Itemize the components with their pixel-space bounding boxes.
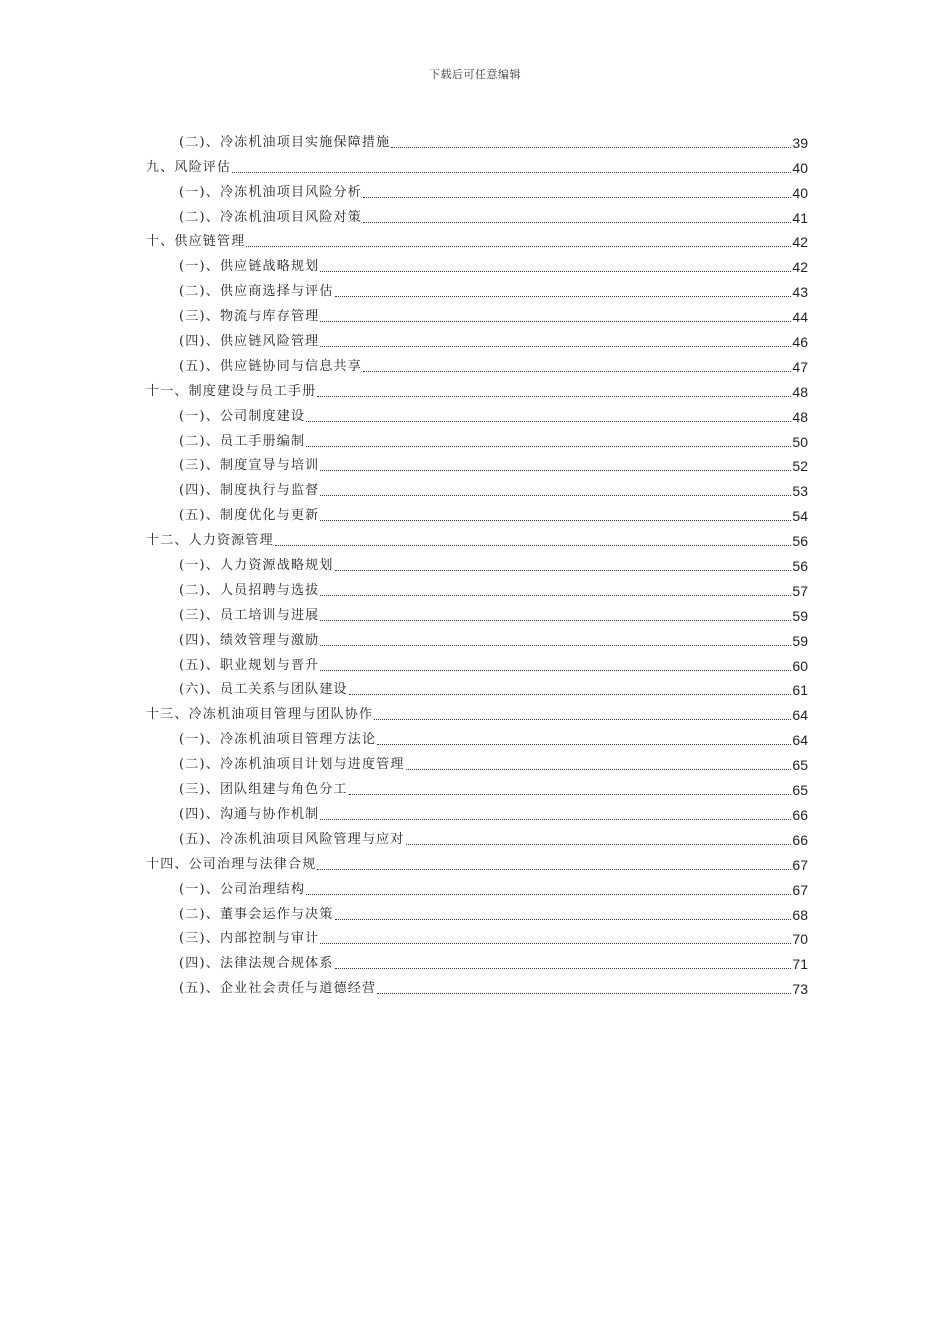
toc-entry[interactable] bbox=[146, 400, 808, 425]
toc-entry[interactable] bbox=[146, 923, 808, 948]
toc-entry-page-number: 43 bbox=[792, 284, 808, 301]
toc-entry-page-number: 42 bbox=[792, 234, 808, 251]
toc-entry-page-number: 65 bbox=[792, 757, 808, 774]
toc-entry[interactable] bbox=[146, 226, 808, 251]
toc-entry-title: 十一、制度建设与员工手册 bbox=[146, 383, 317, 399]
toc-dot-leader bbox=[335, 570, 792, 571]
toc-entry[interactable] bbox=[146, 275, 808, 300]
toc-entry-page-number: 65 bbox=[792, 782, 808, 799]
toc-entry-title: (二)、人员招聘与选拔 bbox=[179, 582, 320, 598]
toc-entry-page-number: 71 bbox=[792, 956, 808, 973]
toc-entry-title: (四)、法律法规合规体系 bbox=[179, 956, 334, 972]
toc-entry-page-number: 53 bbox=[792, 483, 808, 500]
toc-entry-page-number: 50 bbox=[792, 433, 808, 450]
toc-entry-title: 十二、人力资源管理 bbox=[146, 533, 274, 549]
toc-entry[interactable] bbox=[146, 375, 808, 400]
toc-dot-leader bbox=[349, 694, 792, 695]
toc-entry-page-number: 59 bbox=[792, 632, 808, 649]
toc-dot-leader bbox=[320, 495, 791, 496]
toc-dot-leader bbox=[363, 222, 791, 223]
toc-entry-page-number: 46 bbox=[792, 334, 808, 351]
toc-dot-leader bbox=[377, 744, 791, 745]
toc-entry-title: (三)、物流与库存管理 bbox=[179, 309, 320, 325]
toc-entry-page-number: 52 bbox=[792, 458, 808, 475]
toc-dot-leader bbox=[306, 446, 791, 447]
toc-entry-page-number: 73 bbox=[792, 981, 808, 998]
toc-entry-title: (五)、制度优化与更新 bbox=[179, 508, 320, 524]
toc-entry-page-number: 54 bbox=[792, 508, 808, 525]
toc-entry-page-number: 70 bbox=[792, 931, 808, 948]
page-header: 下载后可任意编辑 bbox=[429, 68, 521, 81]
toc-entry[interactable] bbox=[146, 201, 808, 226]
toc-entry-title: (一)、冷冻机油项目管理方法论 bbox=[179, 732, 377, 748]
toc-entry-title: 十三、冷冻机油项目管理与团队协作 bbox=[146, 707, 374, 723]
toc-entry[interactable] bbox=[146, 176, 808, 201]
toc-entry[interactable] bbox=[146, 624, 808, 649]
toc-dot-leader bbox=[306, 421, 791, 422]
toc-dot-leader bbox=[317, 396, 791, 397]
toc-entry-title: (二)、供应商选择与评估 bbox=[179, 284, 334, 300]
toc-dot-leader bbox=[275, 545, 792, 546]
toc-entry[interactable] bbox=[146, 425, 808, 450]
toc-dot-leader bbox=[320, 943, 791, 944]
toc-entry-page-number: 56 bbox=[792, 533, 808, 550]
toc-entry[interactable] bbox=[146, 450, 808, 475]
toc-entry[interactable] bbox=[146, 773, 808, 798]
toc-entry-title: (一)、人力资源战略规划 bbox=[179, 558, 334, 574]
toc-dot-leader bbox=[335, 968, 792, 969]
toc-entry-title: (五)、冷冻机油项目风险管理与应对 bbox=[179, 831, 405, 847]
toc-entry-page-number: 66 bbox=[792, 806, 808, 823]
toc-entry-title: (三)、内部控制与审计 bbox=[179, 931, 320, 947]
toc-entry[interactable] bbox=[146, 723, 808, 748]
toc-entry-title: 十四、公司治理与法律合规 bbox=[146, 856, 317, 872]
toc-entry-title: (四)、供应链风险管理 bbox=[179, 334, 320, 350]
toc-entry-page-number: 60 bbox=[792, 657, 808, 674]
toc-entry-title: (五)、供应链协同与信息共享 bbox=[179, 358, 362, 374]
toc-entry-page-number: 40 bbox=[792, 184, 808, 201]
toc-entry-page-number: 48 bbox=[792, 408, 808, 425]
toc-dot-leader bbox=[377, 993, 791, 994]
toc-entry-page-number: 42 bbox=[792, 259, 808, 276]
toc-entry-title: 九、风险评估 bbox=[146, 159, 232, 175]
toc-entry-title: (二)、冷冻机油项目实施保障措施 bbox=[179, 134, 391, 150]
toc-dot-leader bbox=[349, 794, 792, 795]
toc-dot-leader bbox=[363, 197, 791, 198]
toc-entry-title: (二)、冷冻机油项目计划与进度管理 bbox=[179, 757, 405, 773]
toc-entry-title: (三)、制度宣导与培训 bbox=[179, 458, 320, 474]
toc-dot-leader bbox=[246, 246, 791, 247]
toc-dot-leader bbox=[306, 894, 791, 895]
table-of-contents bbox=[146, 126, 808, 997]
toc-entry[interactable] bbox=[146, 873, 808, 898]
toc-entry-page-number: 47 bbox=[792, 358, 808, 375]
toc-entry[interactable] bbox=[146, 649, 808, 674]
toc-dot-leader bbox=[374, 719, 791, 720]
toc-entry[interactable] bbox=[146, 698, 808, 723]
toc-entry[interactable] bbox=[146, 126, 808, 151]
toc-entry-title: 十、供应链管理 bbox=[146, 234, 246, 250]
toc-entry[interactable] bbox=[146, 898, 808, 923]
toc-dot-leader bbox=[391, 147, 791, 148]
toc-dot-leader bbox=[320, 321, 791, 322]
toc-dot-leader bbox=[320, 670, 791, 671]
toc-entry-page-number: 68 bbox=[792, 906, 808, 923]
toc-entry-page-number: 64 bbox=[792, 707, 808, 724]
toc-entry-page-number: 40 bbox=[792, 159, 808, 176]
toc-entry-title: (一)、公司治理结构 bbox=[179, 881, 306, 897]
toc-entry-title: (二)、董事会运作与决策 bbox=[179, 906, 334, 922]
toc-entry[interactable] bbox=[146, 300, 808, 325]
toc-entry-title: (四)、绩效管理与激励 bbox=[179, 632, 320, 648]
toc-entry-title: (六)、员工关系与团队建设 bbox=[179, 682, 348, 698]
toc-entry[interactable] bbox=[146, 549, 808, 574]
toc-entry[interactable] bbox=[146, 474, 808, 499]
toc-dot-leader bbox=[320, 645, 791, 646]
toc-entry-title: (二)、员工手册编制 bbox=[179, 433, 306, 449]
toc-entry-title: (五)、企业社会责任与道德经营 bbox=[179, 981, 377, 997]
toc-entry-title: (一)、公司制度建设 bbox=[179, 408, 306, 424]
toc-entry-page-number: 44 bbox=[792, 309, 808, 326]
toc-dot-leader bbox=[320, 620, 791, 621]
toc-dot-leader bbox=[406, 844, 792, 845]
toc-entry-page-number: 39 bbox=[792, 134, 808, 151]
toc-entry-title: (五)、职业规划与晋升 bbox=[179, 657, 320, 673]
toc-entry-page-number: 67 bbox=[792, 856, 808, 873]
toc-entry[interactable] bbox=[146, 250, 808, 275]
toc-dot-leader bbox=[320, 470, 791, 471]
toc-entry-title: (一)、供应链战略规划 bbox=[179, 259, 320, 275]
toc-dot-leader bbox=[232, 172, 791, 173]
toc-entry-page-number: 56 bbox=[792, 558, 808, 575]
toc-entry-page-number: 59 bbox=[792, 607, 808, 624]
toc-entry-page-number: 64 bbox=[792, 732, 808, 749]
toc-dot-leader bbox=[406, 769, 792, 770]
toc-entry-title: (四)、制度执行与监督 bbox=[179, 483, 320, 499]
toc-entry[interactable] bbox=[146, 972, 808, 997]
toc-dot-leader bbox=[320, 819, 791, 820]
toc-entry-page-number: 61 bbox=[792, 682, 808, 699]
toc-entry[interactable] bbox=[146, 748, 808, 773]
toc-entry-title: (三)、员工培训与进展 bbox=[179, 607, 320, 623]
toc-entry-page-number: 41 bbox=[792, 209, 808, 226]
toc-dot-leader bbox=[320, 271, 791, 272]
toc-entry[interactable] bbox=[146, 151, 808, 176]
toc-entry[interactable] bbox=[146, 499, 808, 524]
toc-entry-title: (二)、冷冻机油项目风险对策 bbox=[179, 209, 362, 225]
toc-dot-leader bbox=[335, 296, 792, 297]
toc-entry[interactable] bbox=[146, 574, 808, 599]
toc-entry[interactable] bbox=[146, 848, 808, 873]
toc-dot-leader bbox=[317, 869, 791, 870]
toc-dot-leader bbox=[363, 371, 791, 372]
toc-dot-leader bbox=[320, 346, 791, 347]
toc-dot-leader bbox=[320, 520, 791, 521]
toc-entry-page-number: 66 bbox=[792, 831, 808, 848]
toc-entry[interactable] bbox=[146, 599, 808, 624]
toc-entry[interactable] bbox=[146, 674, 808, 699]
toc-entry-page-number: 67 bbox=[792, 881, 808, 898]
toc-entry[interactable] bbox=[146, 524, 808, 549]
toc-entry[interactable] bbox=[146, 823, 808, 848]
toc-entry-title: (一)、冷冻机油项目风险分析 bbox=[179, 184, 362, 200]
toc-entry-page-number: 57 bbox=[792, 582, 808, 599]
toc-dot-leader bbox=[335, 919, 792, 920]
toc-entry[interactable] bbox=[146, 798, 808, 823]
toc-entry-page-number: 48 bbox=[792, 383, 808, 400]
toc-entry-title: (三)、团队组建与角色分工 bbox=[179, 782, 348, 798]
toc-dot-leader bbox=[320, 595, 791, 596]
toc-entry[interactable] bbox=[146, 350, 808, 375]
toc-entry-title: (四)、沟通与协作机制 bbox=[179, 806, 320, 822]
toc-entry[interactable] bbox=[146, 947, 808, 972]
toc-entry[interactable] bbox=[146, 325, 808, 350]
